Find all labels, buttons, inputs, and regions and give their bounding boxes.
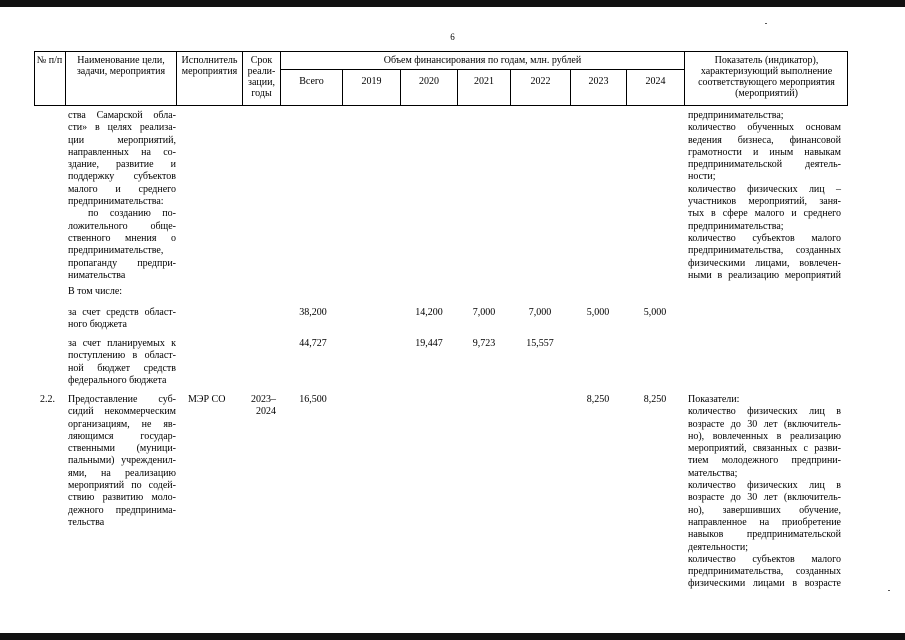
block1-name: ства Самарской обла- сти» в целях реализа- ции мероприятий, направленных на со- здание, развитие и поддержку субъектов малого и среднего предпринимательства: по созданию по- ложительного обще- ственного мнения о предпринимательстве, пропаганду предпри- нимательства	[68, 110, 176, 281]
header-year-2022: 2022	[530, 76, 551, 87]
row-2-2-name: Предоставление суб- сидий некоммерческим организациям, не яв- ляющимся государ- ственными (муници- пальными) учрежденил- ями, на реализацию мероприятий по содей- ствию развитию моло- дежного предпринима- тельства	[68, 394, 176, 528]
row-federal-2022: 15,557	[526, 338, 554, 349]
row-regional-2021: 7,000	[472, 307, 496, 318]
header-year-2024: 2024	[645, 76, 666, 87]
header-col-indicator: Показатель (индикатор), характеризующий выполнение соответствующего мероприятия (мероприятий)	[698, 55, 835, 99]
row-regional-total: 38,200	[299, 307, 327, 318]
row-2-2-term: 2023– 2024	[251, 394, 276, 418]
row-regional-2024: 5,000	[643, 307, 667, 318]
scan-top-border	[0, 0, 905, 7]
scan-speck	[765, 23, 767, 24]
block1-indicator: предпринимательства; количество обученных основам ведения бизнеса, финансовой грамотности и иным навыкам предпринимательской деятель- ности; количество физических лиц – участников мероприятий, заня- тых в сфере малого и среднего предпринимательства; количество субъектов малого предпринимательства, созданных физическими лицами, вовлечен- ными в реализацию мероприятий	[688, 110, 841, 281]
row-2-2-number: 2.2.	[40, 394, 55, 405]
row-federal-name: за счет планируемых к поступлению в област- ной бюджет средств федерального бюджета	[68, 338, 176, 386]
row-regional-2020: 14,200	[415, 307, 443, 318]
row-2-2-indicator: Показатели: количество физических лиц в возрасте до 30 лет (включитель- но), вовлеченных в реализацию мероприятий, связанных с разви- тием молодежного предприни- мательства; количество физических лиц в возрасте до 30 лет (включитель- но), завершивших обучение, направленное на приобретение навыков предпринимательской деятельности; количество субъектов малого предпринимательства, созданных физическими лицами в возрасте	[688, 394, 841, 590]
row-2-2-total: 16,500	[299, 394, 327, 405]
page-number: 6	[450, 32, 455, 42]
header-col-total: Всего	[299, 76, 324, 87]
row-2-2-2024: 8,250	[643, 394, 667, 405]
row-regional-name: за счет средств област- ного бюджета	[68, 307, 176, 331]
header-col-term: Срок реали- зации, годы	[247, 55, 276, 99]
header-year-2021: 2021	[474, 76, 494, 87]
row-regional-2023: 5,000	[586, 307, 610, 318]
row-federal-total: 44,727	[299, 338, 327, 349]
header-subdivider	[280, 69, 684, 70]
row-regional-2022: 7,000	[528, 307, 552, 318]
header-year-2020: 2020	[419, 76, 439, 87]
header-col-number: № п/п	[36, 55, 63, 66]
row-federal-2020: 19,447	[415, 338, 443, 349]
row-federal-2021: 9,723	[472, 338, 496, 349]
header-col-funding: Объем финансирования по годам, млн. рублей	[383, 55, 582, 66]
scan-speck	[888, 590, 890, 591]
header-col-name: Наименование цели, задачи, мероприятия	[76, 55, 166, 77]
row-2-2-executor: МЭР СО	[188, 394, 226, 405]
including-label: В том числе:	[68, 286, 123, 297]
header-year-2019: 2019	[361, 76, 382, 87]
header-col-executor: Исполнитель мероприятия	[181, 55, 238, 77]
row-2-2-2023: 8,250	[586, 394, 610, 405]
scan-bottom-border	[0, 633, 905, 640]
header-year-2023: 2023	[588, 76, 609, 87]
